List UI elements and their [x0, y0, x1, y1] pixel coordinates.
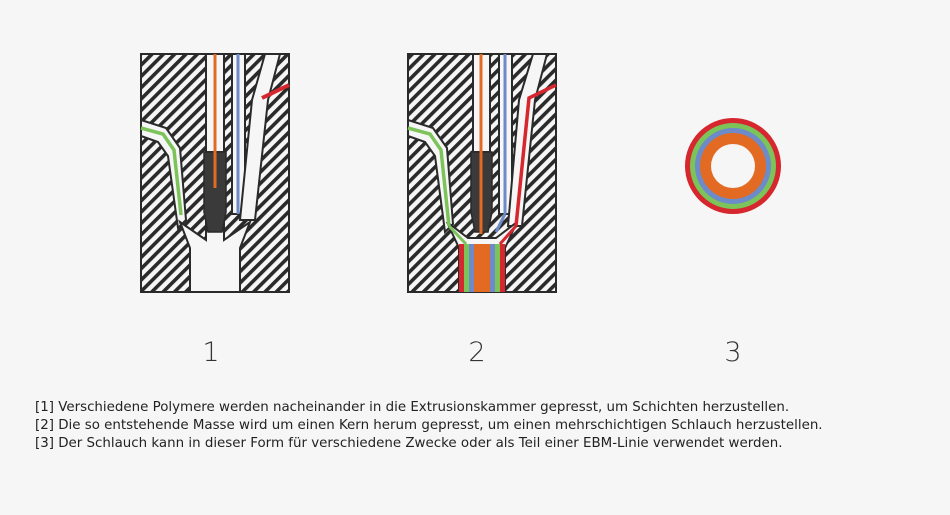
- caption-3: [3] Der Schlauch kann in dieser Form für verschiedene Zwecke oder als Teil einer EBM-Linie verwendet werden.: [35, 436, 783, 451]
- extrusion-die-1: [141, 54, 289, 292]
- caption-list: [35, 399, 823, 453]
- tube-cross-section: [685, 118, 781, 214]
- caption-2: [2] Die so entstehende Masse wird um einen Kern herum gepresst, um einen mehrschichtigen Schlauch herzustellen.: [35, 418, 823, 433]
- step-label-3: 3: [724, 337, 742, 368]
- layered-tube-outlet: [459, 244, 505, 292]
- step-label-2: 2: [468, 337, 486, 368]
- extrusion-die-2: [408, 54, 556, 292]
- caption-1: [1] Verschiedene Polymere werden nacheinander in die Extrusionskammer gepresst, um Schichten herzustellen.: [35, 400, 790, 415]
- step-label-1: 1: [202, 337, 220, 368]
